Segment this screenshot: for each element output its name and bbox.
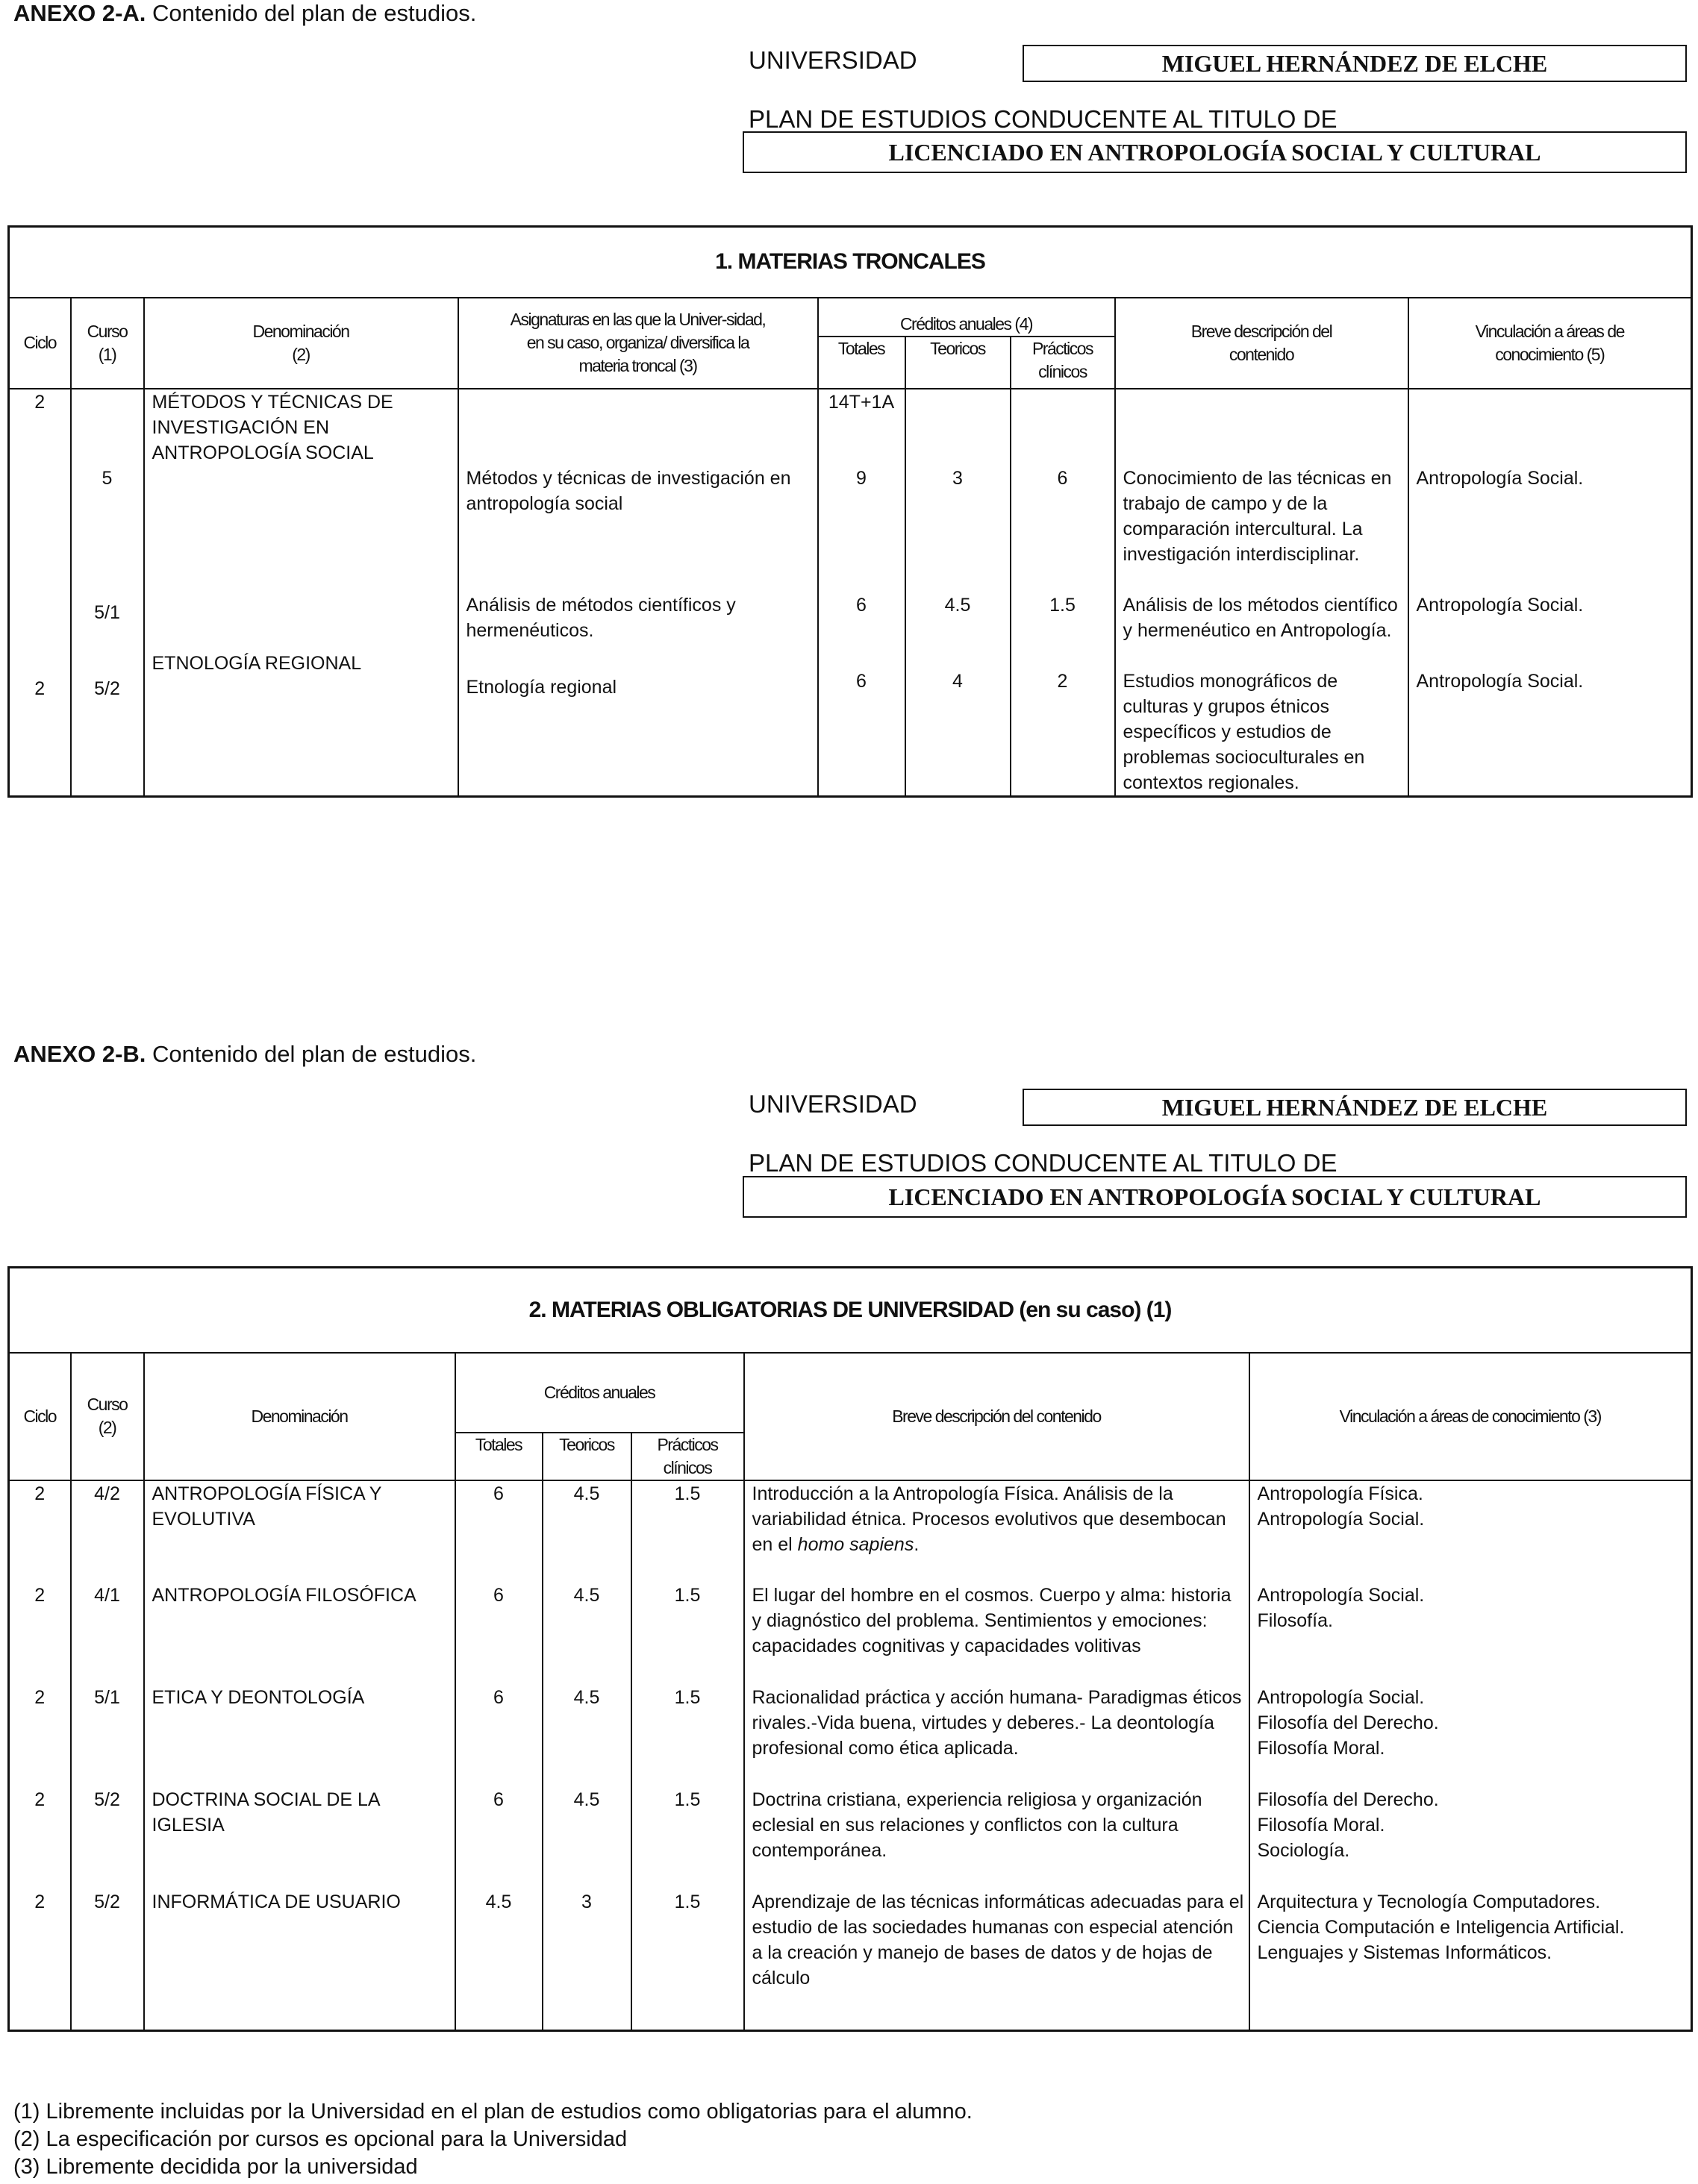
cell-teoricos: 4.5 [543,1685,631,1787]
cell-totales: 6 [455,1583,543,1685]
header-vinculacion-b: Vinculación a áreas de conocimiento (3) [1249,1353,1692,1480]
cell-teoricos: 4.5 [543,1480,631,1583]
cell-curso: 5/2 [71,1787,144,1889]
cell-descripcion: Doctrina cristiana, experiencia religiosa y organización eclesial en sus relaciones y conflictos con la cultura contemporánea. [744,1787,1249,1889]
header-vinculacion: Vinculación a áreas de conocimiento (5) [1408,298,1692,389]
cell-teoricos: 4.5 [543,1583,631,1685]
cell-vinculacion: Antropología Social. Filosofía. [1249,1583,1692,1685]
plan-value-b: LICENCIADO EN ANTROPOLOGÍA SOCIAL Y CULTURAL [743,1176,1687,1218]
cell-practicos: 1.5 [631,1889,744,2031]
cell-practicos: 1.5 [631,1480,744,1583]
cell-totales: 6 [455,1685,543,1787]
cell-curso: 4/2 [71,1480,144,1583]
universidad-value: MIGUEL HERNÁNDEZ DE ELCHE [1023,45,1687,82]
annex-a-heading [13,0,476,27]
cell-teoricos: 3 4.5 4 [905,389,1011,797]
footnote-3: (3) Libremente decidida por la universidad [13,2155,418,2179]
cell-ciclo: 2 [9,1583,71,1685]
cell-ciclo: 2 2 [9,389,71,797]
plan-value: LICENCIADO EN ANTROPOLOGÍA SOCIAL Y CULTURAL [743,131,1687,173]
universidad-value-b: MIGUEL HERNÁNDEZ DE ELCHE [1023,1089,1687,1126]
cell-denominacion: ANTROPOLOGÍA FILOSÓFICA [144,1583,455,1685]
table-row [9,1889,1692,2031]
cell-ciclo: 2 [9,1889,71,2031]
header-curso: Curso (1) [71,298,144,389]
cell-denominacion: ETICA Y DEONTOLOGÍA [144,1685,455,1787]
header-ciclo: Ciclo [9,298,71,389]
cell-ciclo: 2 [9,1480,71,1583]
cell-totales: 6 [455,1787,543,1889]
footnotes [13,2098,973,2181]
obligatorias-table [7,1266,1693,2032]
header-ciclo-b: Ciclo [9,1353,71,1480]
cell-descripcion: Racionalidad práctica y acción humana- Paradigmas éticos rivales.-Vida buena, virtudes y deberes.- La deontología profesional como ética aplicada. [744,1685,1249,1787]
cell-asignatura: Métodos y técnicas de investigación en antropología social Análisis de métodos científicos y hermenéuticos. Etnología regional [458,389,818,797]
cell-vinculacion: Antropología Social. Antropología Social. Antropología Social. [1408,389,1692,797]
cell-descripcion: Aprendizaje de las técnicas informáticas adecuadas para el estudio de las sociedades humanas con especial atención a la creación y manejo de bases de datos y de hojas de cálculo [744,1889,1249,2031]
cell-descripcion: Introducción a la Antropología Física. Análisis de la variabilidad étnica. Procesos evolutivos que desembocan en el homo sapiens. [744,1480,1249,1583]
header-teoricos: Teoricos [905,337,1011,389]
obligatorias-title: 2. MATERIAS OBLIGATORIAS DE UNIVERSIDAD (en su caso) (1) [9,1268,1692,1353]
universidad-label: UNIVERSIDAD [749,46,917,74]
cell-practicos: 1.5 [631,1583,744,1685]
header-descripcion-b: Breve descripción del contenido [744,1353,1249,1480]
cell-totales: 4.5 [455,1889,543,2031]
cell-descripcion: Conocimiento de las técnicas en trabajo de campo y de la comparación intercultural. La investigación interdisciplinar. Análisis de los métodos científico y hermenéutico en Antropología. Estudios monográficos de culturas y grupos étnicos específicos y estudios de problemas socioculturales en contextos regionales. [1115,389,1408,797]
header-curso-b: Curso (2) [71,1353,144,1480]
cell-curso: 4/1 [71,1583,144,1685]
cell-practicos: 1.5 [631,1787,744,1889]
header-creditos: Créditos anuales (4) [818,298,1115,337]
cell-denominacion: ANTROPOLOGÍA FÍSICA Y EVOLUTIVA [144,1480,455,1583]
troncales-title: 1. MATERIAS TRONCALES [9,227,1692,298]
header-totales-b: Totales [455,1433,543,1480]
cell-vinculacion: Antropología Física. Antropología Social. [1249,1480,1692,1583]
footnote-2: (2) La especificación por cursos es opcional para la Universidad [13,2127,628,2151]
header-denominacion: Denominación (2) [144,298,458,389]
annex-b-caption: Contenido del plan de estudios. [146,1041,477,1067]
cell-ciclo: 2 [9,1685,71,1787]
cell-ciclo: 2 [9,1787,71,1889]
header-denominacion-b: Denominación [144,1353,455,1480]
table-row [9,1583,1692,1685]
cell-curso: 5/1 [71,1685,144,1787]
cell-teoricos: 3 [543,1889,631,2031]
header-asignaturas: Asignaturas en las que la Univer-sidad, en su caso, organiza/ diversifica la materia troncal (3) [458,298,818,389]
annex-a-label: ANEXO 2-A. [13,0,146,26]
cell-vinculacion: Antropología Social. Filosofía del Derecho. Filosofía Moral. [1249,1685,1692,1787]
plan-label: PLAN DE ESTUDIOS CONDUCENTE AL TITULO DE [749,105,1338,133]
cell-denominacion: INFORMÁTICA DE USUARIO [144,1889,455,2031]
cell-vinculacion: Filosofía del Derecho. Filosofía Moral. Sociología. [1249,1787,1692,1889]
header-teoricos-b: Teoricos [543,1433,631,1480]
universidad-label-b: UNIVERSIDAD [749,1090,917,1118]
cell-practicos: 6 1.5 2 [1011,389,1115,797]
cell-denominacion: DOCTRINA SOCIAL DE LA IGLESIA [144,1787,455,1889]
troncales-table [7,225,1693,798]
plan-label-b: PLAN DE ESTUDIOS CONDUCENTE AL TITULO DE [749,1149,1338,1177]
annex-b-heading [13,1041,476,1068]
table-row [9,1685,1692,1787]
header-practicos-b: Prácticos clínicos [631,1433,744,1480]
cell-denominacion: MÉTODOS Y TÉCNICAS DE INVESTIGACIÓN EN ANTROPOLOGÍA SOCIAL ETNOLOGÍA REGIONAL [144,389,458,797]
annex-b-label: ANEXO 2-B. [13,1041,146,1067]
cell-descripcion: El lugar del hombre en el cosmos. Cuerpo y alma: historia y diagnóstico del problema. Sentimientos y emociones: capacidades cognitivas y capacidades volitivas [744,1583,1249,1685]
table-row [9,1787,1692,1889]
cell-vinculacion: Arquitectura y Tecnología Computadores. Ciencia Computación e Inteligencia Artificial. Lenguajes y Sistemas Informáticos. [1249,1889,1692,2031]
table-row [9,389,1692,797]
footnote-1: (1) Libremente incluidas por la Universidad en el plan de estudios como obligatorias para el alumno. [13,2100,973,2124]
cell-totales: 6 [455,1480,543,1583]
header-practicos: Prácticos clínicos [1011,337,1115,389]
annex-a-caption: Contenido del plan de estudios. [146,0,477,26]
header-totales: Totales [818,337,905,389]
cell-curso: 5/2 [71,1889,144,2031]
cell-totales: 14T+1A 9 6 6 [818,389,905,797]
cell-teoricos: 4.5 [543,1787,631,1889]
header-creditos-b: Créditos anuales [455,1353,744,1433]
header-descripcion: Breve descripción del contenido [1115,298,1408,389]
table-row [9,1480,1692,1583]
cell-practicos: 1.5 [631,1685,744,1787]
cell-curso: 5 5/1 5/2 [71,389,144,797]
